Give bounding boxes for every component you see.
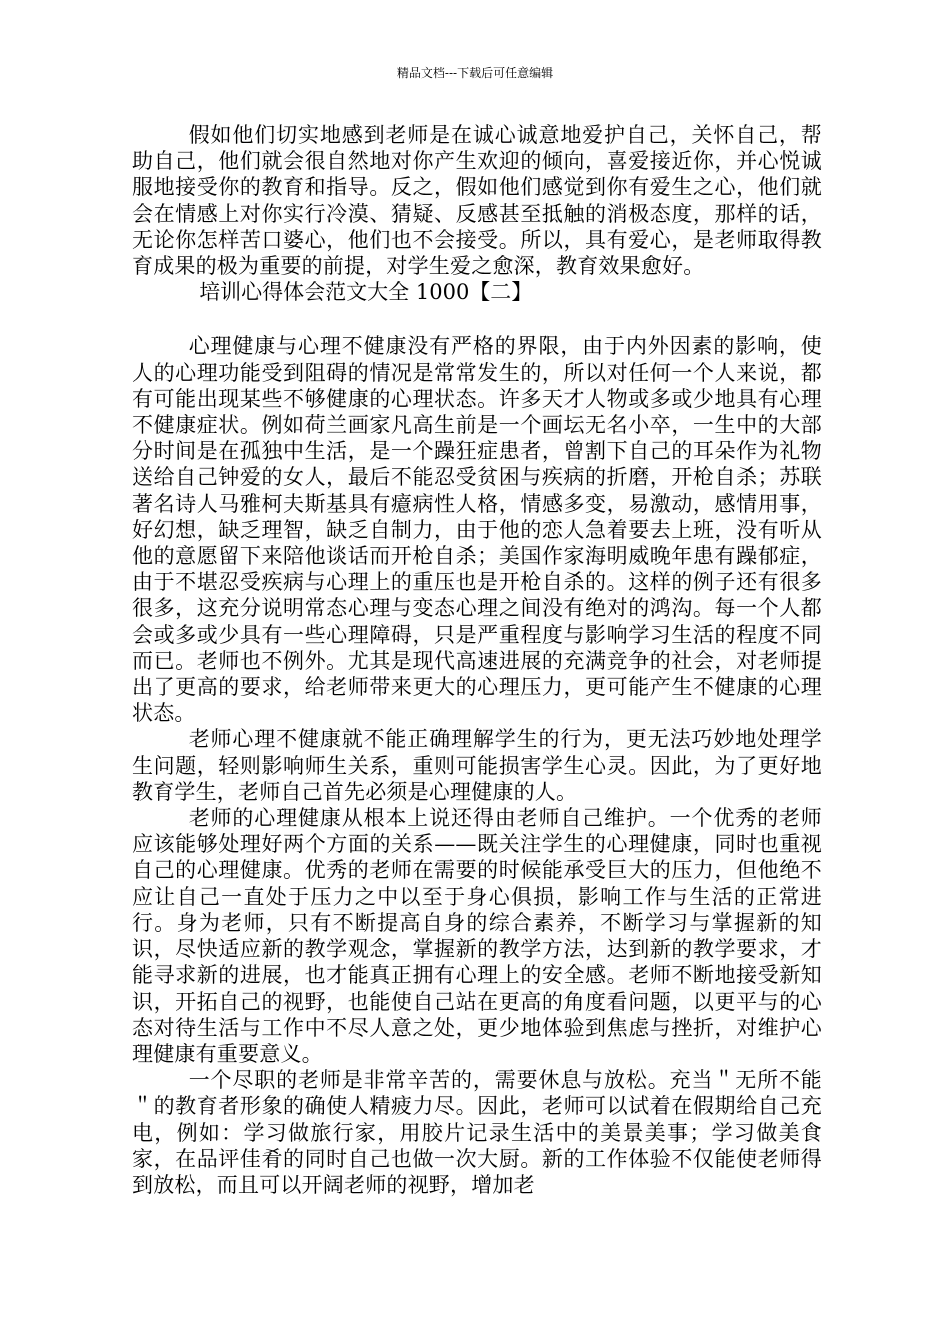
paragraph: 老师心理不健康就不能正确理解学生的行为，更无法巧妙地处理学生问题，轻则影响师生关系，重则可能损害学生心灵。因此，为了更好地教育学生，老师自己首先必须是心理健康的人。 — [132, 727, 822, 804]
page-header: 精品文档---下载后可任意编辑 — [396, 66, 554, 80]
paragraph: 一个尽职的老师是非常辛苦的，需要休息与放松。充当＂无所不能＂的教育者形象的确使人精疲力尽。因此，老师可以试着在假期给自己充电，例如：学习做旅行家，用胶片记录生活中的美景美事；学习做美食家，在品评佳肴的同时自己也做一次大厨。新的工作体验不仅能使老师得到放松，而且可以开阔老师的视野，增加老 — [132, 1068, 822, 1197]
section-heading: 培训心得体会范文大全 1000【二】 — [199, 280, 533, 305]
paragraph: 假如他们切实地感到老师是在诚心诚意地爱护自己，关怀自己，帮助自己，他们就会很自然地对你产生欢迎的倾向，喜爱接近你，并心悦诚服地接受你的教育和指导。反之，假如他们感觉到你有爱生之心，他们就会在情感上对你实行冷漠、猜疑、反感甚至抵触的消极态度，那样的话，无论你怎样苦口婆心，他们也不会接受。所以，具有爱心，是老师取得教育成果的极为重要的前提，对学生爱之愈深，教育效果愈好。 — [132, 123, 822, 279]
paragraph: 老师的心理健康从根本上说还得由老师自己维护。一个优秀的老师应该能够处理好两个方面的关系——既关注学生的心理健康，同时也重视自己的心理健康。优秀的老师在需要的时候能承受巨大的压力，但他绝不应让自己一直处于压力之中以至于身心俱损，影响工作与生活的正常进行。身为老师，只有不断提高自身的综合素养，不断学习与掌握新的知识，尽快适应新的教学观念，掌握新的教学方法，达到新的教学要求，才能寻求新的进展，也才能真正拥有心理上的安全感。老师不断地接受新知识，开拓自己的视野，也能使自己站在更高的角度看问题，以更平与的心态对待生活与工作中不尽人意之处，更少地体验到焦虑与挫折，对维护心理健康有重要意义。 — [132, 806, 822, 1066]
paragraph: 心理健康与心理不健康没有严格的界限，由于内外因素的影响，使人的心理功能受到阻碍的情况是常常发生的，所以对任何一个人来说，都有可能出现某些不够健康的心理状态。许多天才人物或多或少地具有心理不健康症状。例如荷兰画家凡高生前是一个画坛无名小卒，一生中的大部分时间是在孤独中生活，是一个躁狂症患者，曾割下自己的耳朵作为礼物送给自己钟爱的女人，最后不能忍受贫困与疾病的折磨，开枪自杀；苏联著名诗人马雅柯夫斯基具有癔病性人格，情感多变，易激动，感情用事，好幻想，缺乏理智，缺乏自制力，由于他的恋人急着要去上班，没有听从他的意愿留下来陪他谈话而开枪自杀；美国作家海明威晚年患有躁郁症，由于不堪忍受疾病与心理上的重压也是开枪自杀的。这样的例子还有很多很多，这充分说明常态心理与变态心理之间没有绝对的鸿沟。每一个人都会或多或少具有一些心理障碍，只是严重程度与影响学习生活的程度不同而已。老师也不例外。尤其是现代高速进展的充满竞争的社会，对老师提出了更高的要求，给老师带来更大的心理压力，更可能产生不健康的心理状态。 — [132, 334, 822, 726]
document-body — [132, 122, 822, 1198]
blank-line — [132, 305, 822, 333]
